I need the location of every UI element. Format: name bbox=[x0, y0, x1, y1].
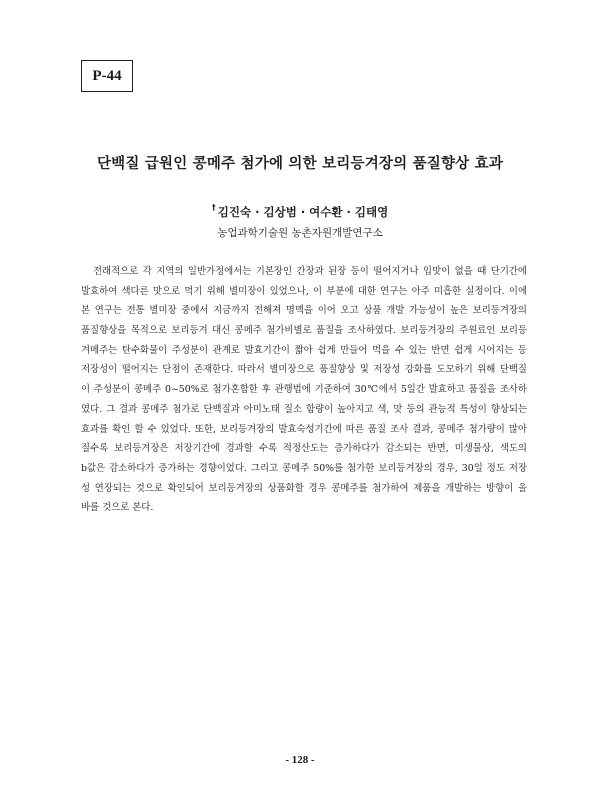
abstract-line: 저장성이 떨어지는 단점이 존재한다. 따라서 별미장으로 품질향상 및 저장성 강화를 도모하기 위해 단백질 bbox=[81, 364, 527, 376]
abstract-line: 전래적으로 각 지역의 일반가정에서는 기본장인 간장과 된장 등이 떨어지거나 입맛이 없을 때 단기간에 bbox=[93, 266, 527, 277]
abstract-line: 발효하여 색다른 맛으로 먹기 위해 별미장이 있었으나, 이 부분에 대한 연구는 아주 미흡한 실정이다. 이에 bbox=[81, 285, 527, 297]
author-names: 김진숙 · 김상범 · 여수환 · 김태영 bbox=[217, 205, 389, 219]
corresponding-author-marker: † bbox=[211, 203, 216, 212]
abstract-line: 품질향상을 목적으로 보리등겨 대신 콩메주 첨가비별로 품질을 조사하였다. 보리등겨장의 주원료인 보리등 bbox=[81, 325, 527, 337]
affiliation: 농업과학기술원 농촌자원개발연구소 bbox=[217, 227, 383, 239]
poster-code: P-44 bbox=[92, 67, 122, 84]
abstract-line: 였다. 그 결과 콩메주 첨가로 단백질과 아미노태 질소 함량이 높아지고 색, 맛 등의 관능적 특성이 향상되는 bbox=[81, 403, 527, 415]
abstract-line: 질수록 보리등겨장은 저장기간에 경과할 수록 적정산도는 증가하다가 감소되는 반면, 미생물상, 색도의 bbox=[81, 443, 527, 455]
poster-code-box bbox=[81, 60, 133, 92]
abstract-line: 성 연장되는 것으로 확인되어 보리등겨장의 상품화할 경우 콩메주를 첨가하여 제품을 개발하는 방향이 올 bbox=[81, 482, 527, 494]
paper-title: 단백질 급원인 콩메주 첨가에 의한 보리등겨장의 품질향상 효과 bbox=[96, 156, 504, 172]
abstract-line: 본 연구는 전통 별미장 중에서 지금까지 전해져 명맥을 이어 오고 상품 개발 가능성이 높은 보리등겨장의 bbox=[81, 305, 527, 317]
abstract-line: 바를 것으로 본다. bbox=[81, 502, 154, 514]
abstract-line: 효과를 확인 할 수 있었다. 또한, 보리등겨장의 발효숙성기간에 따른 품질 조사 결과, 콩메주 첨가량이 많아 bbox=[81, 423, 527, 435]
page-number: - 128 - bbox=[285, 754, 315, 766]
abstract-line: 겨메주는 탄수화물이 주성분이 관계로 발효기간이 짧아 쉽게 만들어 먹을 수 있는 반면 쉽게 시어지는 등 bbox=[81, 344, 527, 356]
abstract-body bbox=[81, 262, 527, 518]
author-line bbox=[0, 203, 600, 220]
abstract-line: b값은 감소하다가 증가하는 경향이었다. 그리고 콩메주 50%를 첨가한 보리등겨장의 경우, 30일 정도 저장 bbox=[81, 462, 527, 474]
abstract-line: 이 주성분이 콩메주 0~50%로 첨가혼합한 후 관행법에 기준하여 30℃에서 5일간 발효하고 품질을 조사하 bbox=[81, 384, 527, 396]
